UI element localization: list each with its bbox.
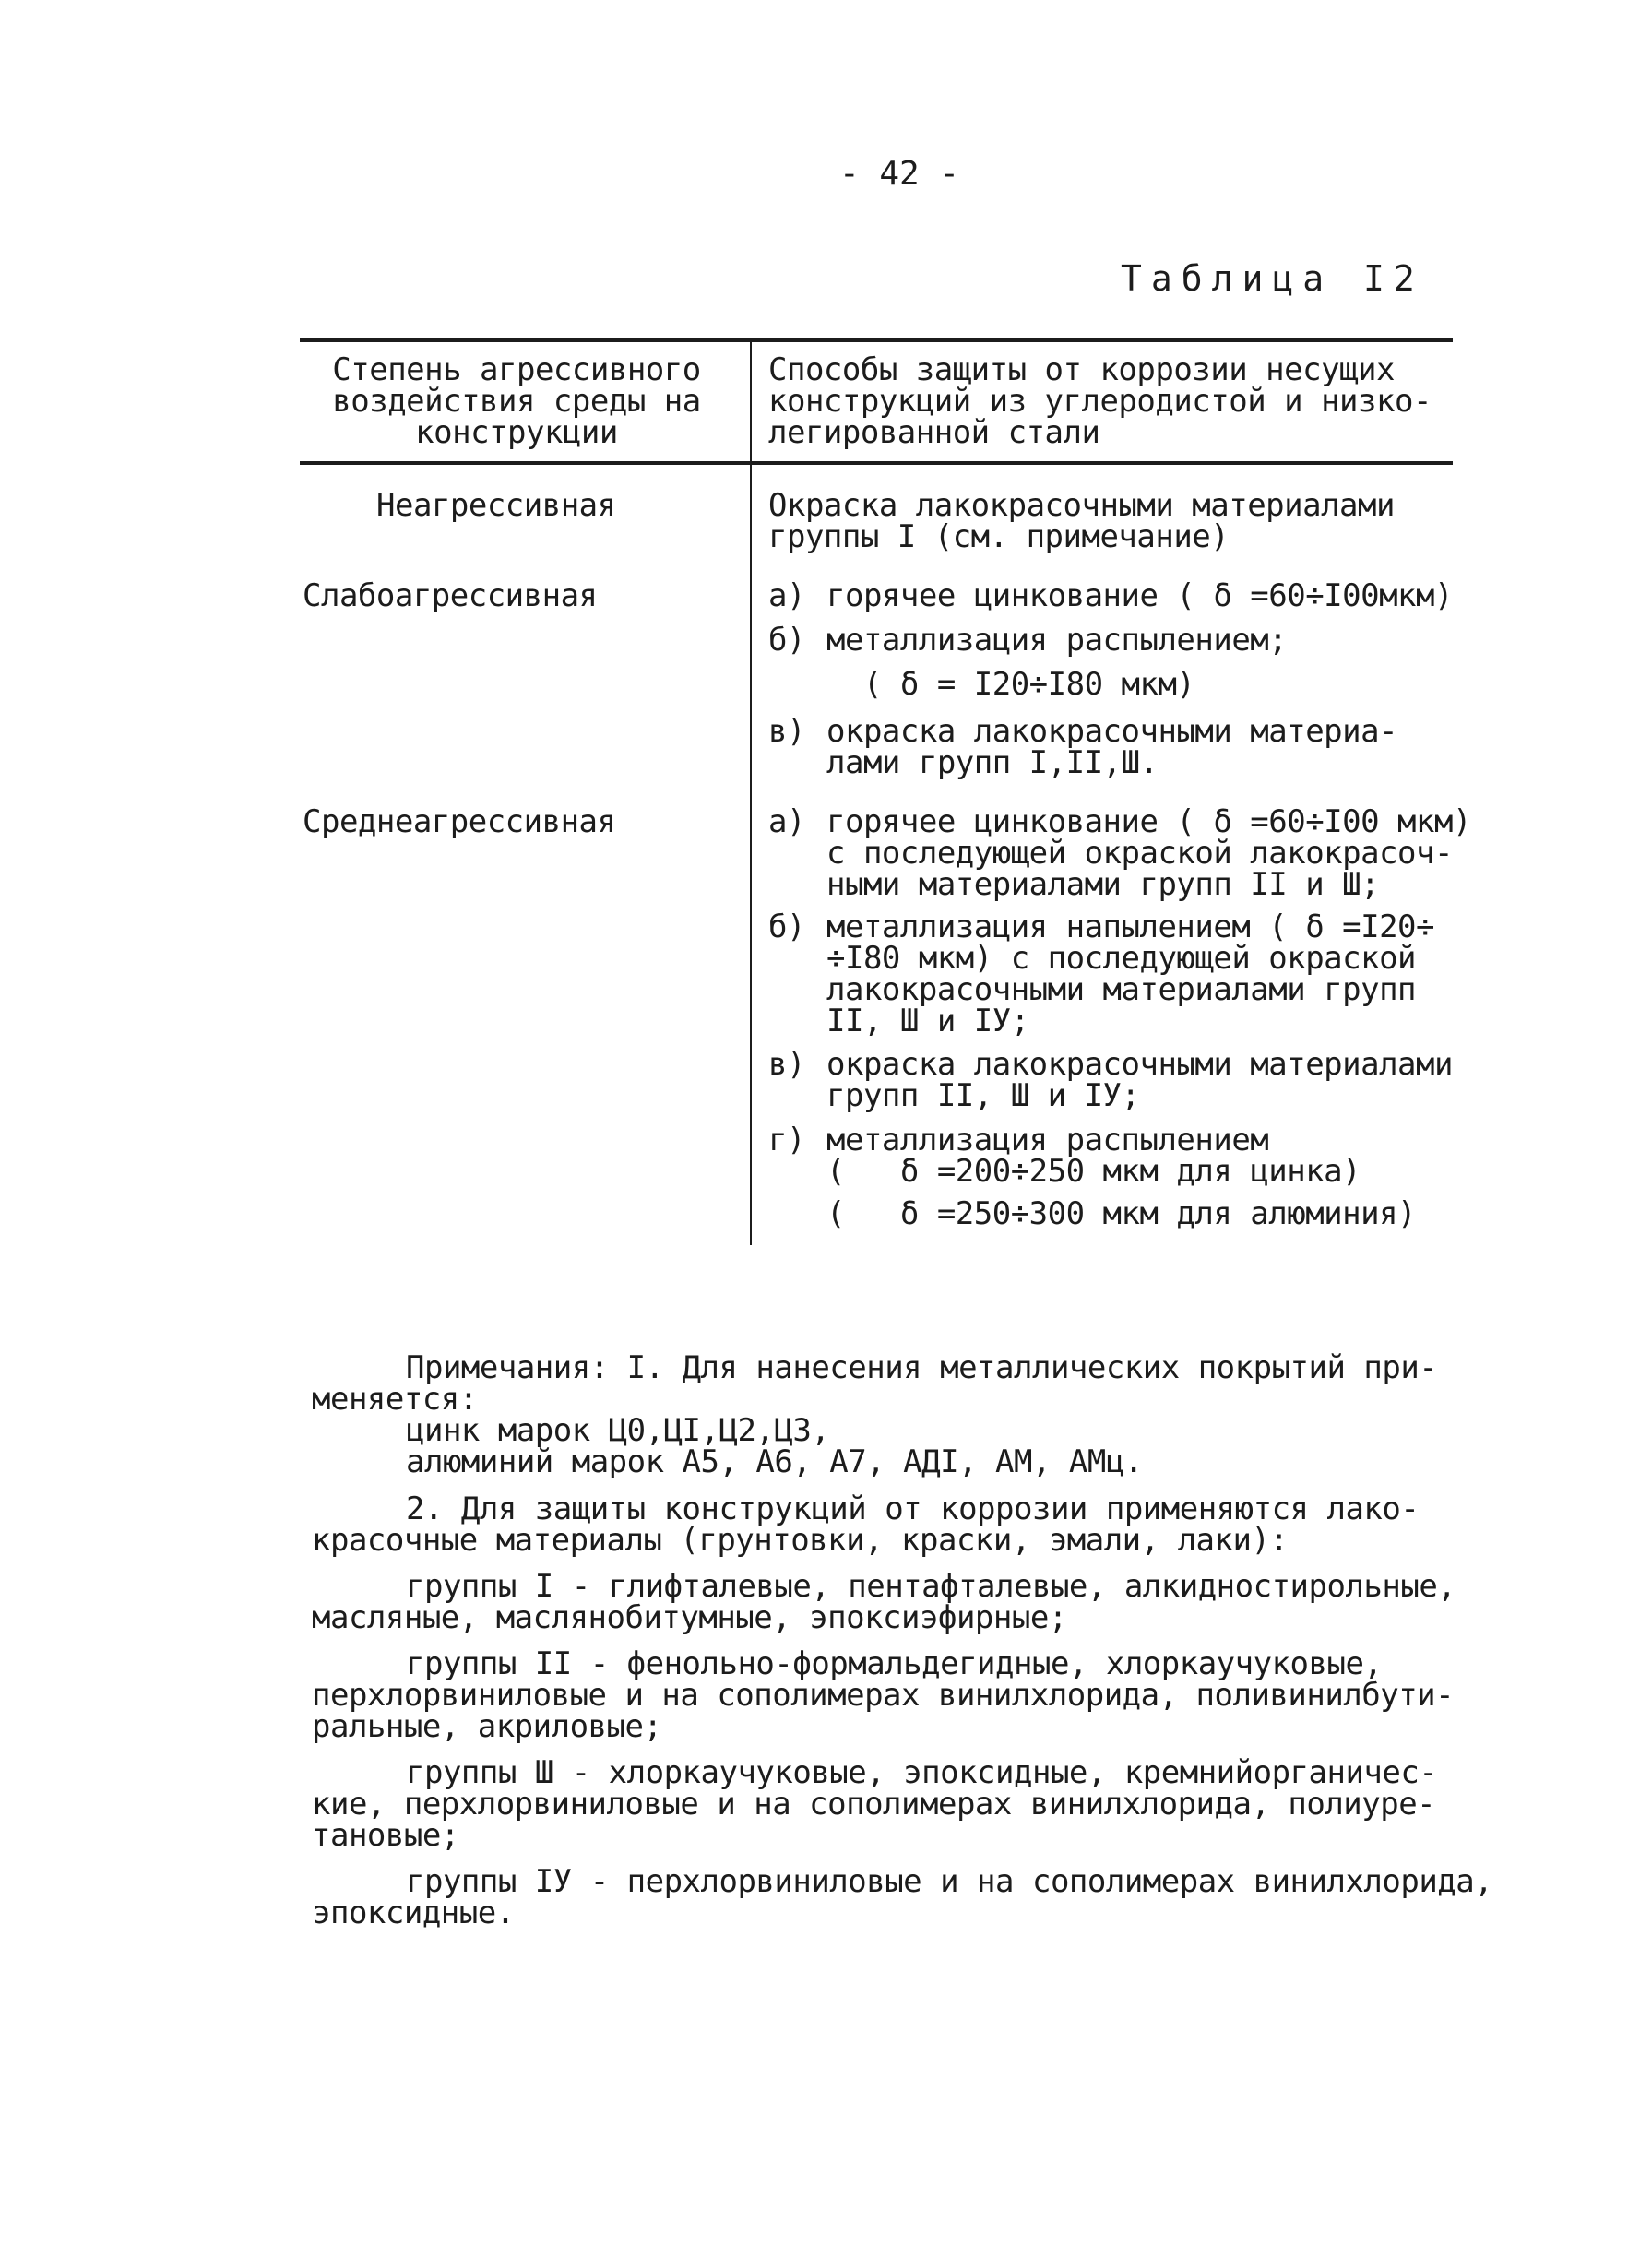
table-top-rule <box>300 338 1453 342</box>
table-title: Таблица I2 <box>1121 258 1424 299</box>
note-line: ральные, акриловые; <box>312 1708 662 1745</box>
note-line: группы II - фенольно-формальдегидные, хлоркаучуковые, <box>406 1645 1383 1682</box>
page-number: - 42 - <box>839 155 960 193</box>
note-line: Примечания: I. Для нанесения металлических покрытий при- <box>406 1349 1438 1386</box>
list-marker: г) <box>768 1122 805 1158</box>
method-item-line: групп II, Ш и IУ; <box>826 1077 1140 1114</box>
header-methods-line: легированной стали <box>768 414 1100 451</box>
method-item-line: лакокрасочными материалами групп <box>826 971 1417 1008</box>
note-line: меняется: <box>312 1381 478 1418</box>
method-item-line: окраска лакокрасочными материалами <box>826 1046 1453 1083</box>
note-line: группы IУ - перхлорвиниловые и на сополимерах винилхлорида, <box>406 1863 1493 1900</box>
method-item-line: горячее цинкование ( δ =60÷I00мкм) <box>826 577 1453 614</box>
note-line: перхлорвиниловые и на сополимерах винилхлорида, поливинилбути- <box>312 1677 1455 1714</box>
table-column-divider <box>750 340 752 1245</box>
method-text-line: Окраска лакокрасочными материалами <box>768 487 1395 524</box>
note-line: красочные материалы (грунтовки, краски, эмали, лаки): <box>312 1522 1289 1559</box>
note-line: эпоксидные. <box>312 1894 515 1931</box>
note-line: 2. Для защиты конструкций от коррозии применяются лако- <box>406 1490 1420 1527</box>
method-item-line: лами групп I,II,Ш. <box>826 744 1159 781</box>
list-marker: в) <box>768 713 805 750</box>
note-line: масляные, маслянобитумные, эпоксиэфирные; <box>312 1599 1067 1636</box>
note-line: тановые; <box>312 1817 459 1854</box>
degree-label: Слабоагрессивная <box>303 577 598 614</box>
table-header-rule <box>300 461 1453 465</box>
header-degree-line: Степень агрессивного <box>332 351 701 388</box>
header-methods-line: конструкций из углеродистой и низко- <box>768 383 1432 420</box>
method-item-line: металлизация распылением <box>826 1122 1269 1158</box>
note-line: цинк марок Ц0,ЦI,Ц2,Ц3, <box>406 1412 830 1449</box>
header-degree-line: воздействия среды на <box>332 383 701 420</box>
method-item-line: ( δ =200÷250 мкм для цинка) <box>826 1153 1361 1190</box>
method-item-line: ( δ = I20÷I80 мкм) <box>826 666 1195 703</box>
note-line: группы Ш - хлоркаучуковые, эпоксидные, кремнийорганичес- <box>406 1754 1438 1791</box>
degree-label: Неагрессивная <box>376 487 616 524</box>
list-marker: в) <box>768 1046 805 1083</box>
method-item-line: горячее цинкование ( δ =60÷I00 мкм) <box>826 803 1471 840</box>
list-marker: а) <box>768 577 805 614</box>
note-line: группы I - глифталевые, пентафталевые, алкидностирольные, <box>406 1568 1456 1605</box>
method-item-line: ными материалами групп II и Ш; <box>826 866 1380 903</box>
header-degree-line: конструкции <box>415 414 618 451</box>
method-item-line: окраска лакокрасочными материа- <box>826 713 1398 750</box>
list-marker: а) <box>768 803 805 840</box>
note-line: алюминий марок А5, А6, А7, АДI, АМ, АМц. <box>406 1443 1143 1480</box>
note-line: кие, перхлорвиниловые и на сополимерах винилхлорида, полиуре- <box>312 1786 1436 1823</box>
header-methods-line: Способы защиты от коррозии несущих <box>768 351 1395 388</box>
method-item-line: ( δ =250÷300 мкм для алюминия) <box>826 1195 1417 1232</box>
method-item-line: металлизация напылением ( δ =I20÷ <box>826 908 1435 945</box>
method-item-line: ÷I80 мкм) с последующей окраской <box>826 940 1417 977</box>
method-item-line: металлизация распылением; <box>826 622 1288 659</box>
list-marker: б) <box>768 908 805 945</box>
list-marker: б) <box>768 622 805 659</box>
method-item-line: с последующей окраской лакокрасоч- <box>826 835 1453 872</box>
method-item-line: II, Ш и IУ; <box>826 1003 1029 1039</box>
method-text-line: группы I (см. примечание) <box>768 518 1230 555</box>
degree-label: Среднеагрессивная <box>303 803 616 840</box>
